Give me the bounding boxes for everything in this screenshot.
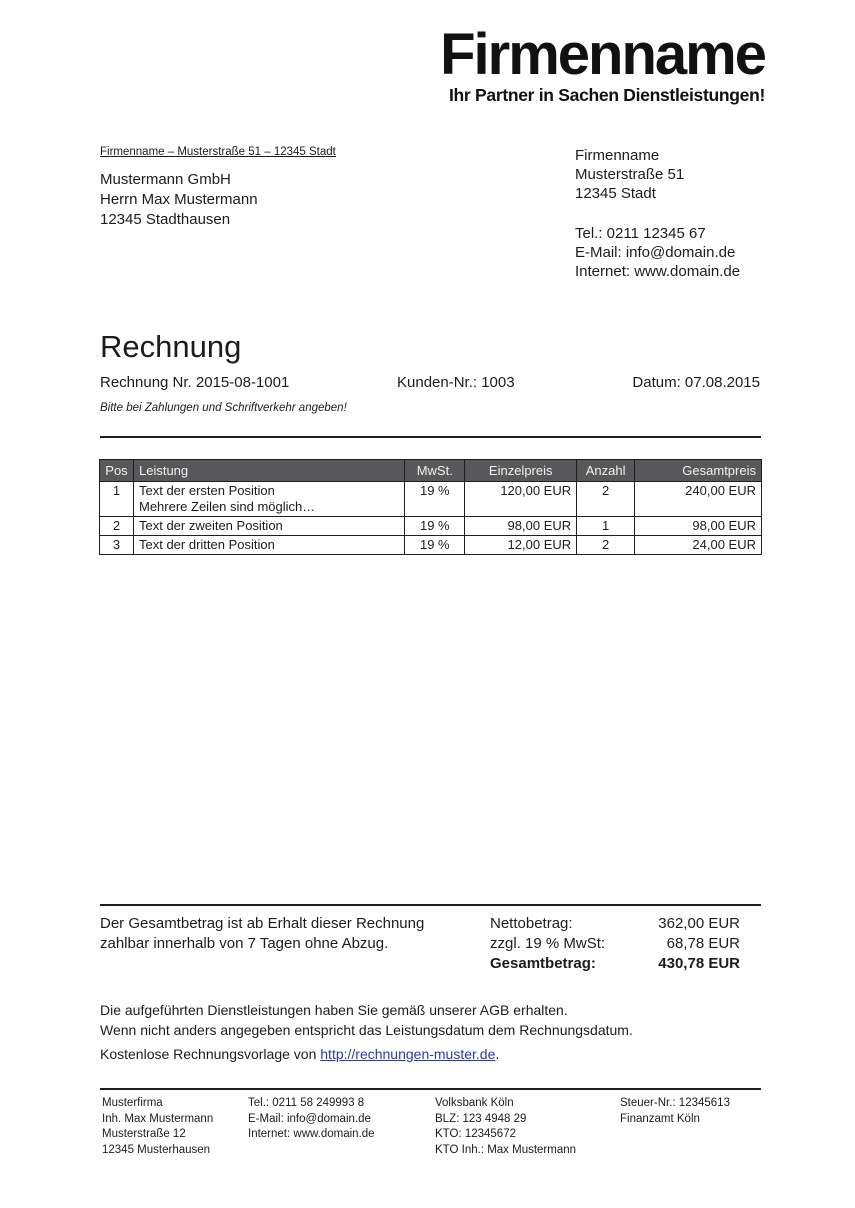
- cell-einzelpreis: 120,00 EUR: [465, 482, 577, 517]
- recipient-block: [100, 146, 575, 281]
- sender-return-line: Firmenname – Musterstraße 51 – 12345 Stadt: [100, 146, 336, 158]
- invoice-date: Datum: 07.08.2015: [632, 374, 760, 391]
- totals-box: [490, 914, 740, 974]
- vat-label: zzgl. 19 % MwSt:: [490, 935, 606, 952]
- grand-total-label: Gesamtbetrag:: [490, 955, 596, 972]
- cell-mwst: 19 %: [405, 482, 465, 517]
- company-website: Internet: www.domain.de: [575, 263, 741, 280]
- company-address-line: Firmenname: [575, 147, 660, 164]
- cell-mwst: 19 %: [405, 517, 465, 536]
- totals-section: [100, 914, 760, 974]
- net-total-value: 362,00 EUR: [658, 915, 740, 932]
- cell-pos: 3: [100, 536, 134, 555]
- cell-leistung: Text der dritten Position: [133, 536, 404, 555]
- payment-reference-note: Bitte bei Zahlungen und Schriftverkehr angeben!: [100, 402, 347, 414]
- table-row: [100, 482, 762, 517]
- cell-einzelpreis: 12,00 EUR: [465, 536, 577, 555]
- terms-section: [100, 1000, 760, 1040]
- footer-contact-column: [248, 1096, 435, 1158]
- terms-line: Die aufgeführten Dienstleistungen haben Sie gemäß unserer AGB erhalten.: [100, 1002, 568, 1018]
- company-email: E-Mail: info@domain.de: [575, 244, 736, 261]
- recipient-line: Herrn Max Mustermann: [100, 191, 258, 208]
- terms-line: Wenn nicht anders angegeben entspricht das Leistungsdatum dem Rechnungsdatum.: [100, 1022, 633, 1038]
- cell-pos: 2: [100, 517, 134, 536]
- table-row: [100, 517, 762, 536]
- invoice-meta-row: [100, 374, 760, 394]
- column-header-pos: Pos: [100, 460, 134, 482]
- logo-tagline: Ihr Partner in Sachen Dienstleistungen!: [448, 85, 765, 105]
- link-suffix-text: .: [495, 1046, 500, 1062]
- cell-einzelpreis: 98,00 EUR: [465, 517, 577, 536]
- footer-line: Inh. Max Mustermann: [102, 1112, 214, 1125]
- page-footer: [102, 1096, 762, 1158]
- leistung-line-2: Mehrere Zeilen sind möglich…: [138, 499, 316, 514]
- footer-line: KTO: 12345672: [435, 1128, 516, 1140]
- template-credit-line: [100, 1046, 499, 1062]
- cell-leistung: Text der zweiten Position: [133, 517, 404, 536]
- recipient-line: Mustermann GmbH: [100, 171, 231, 188]
- footer-line: BLZ: 123 4948 29: [435, 1112, 527, 1125]
- link-prefix-text: Kostenlose Rechnungsvorlage von: [100, 1046, 321, 1062]
- net-total-label: Nettobetrag:: [490, 915, 573, 932]
- divider-above-totals: [100, 904, 761, 906]
- address-section: [100, 146, 765, 281]
- cell-anzahl: 1: [577, 517, 635, 536]
- footer-line: Musterstraße 12: [102, 1128, 186, 1140]
- column-header-gesamtpreis: Gesamtpreis: [635, 460, 762, 482]
- footer-line: E-Mail: info@domain.de: [248, 1112, 371, 1125]
- cell-gesamtpreis: 240,00 EUR: [635, 482, 762, 517]
- footer-line: Internet: www.domain.de: [248, 1128, 375, 1140]
- cell-gesamtpreis: 24,00 EUR: [635, 536, 762, 555]
- cell-pos: 1: [100, 482, 134, 517]
- footer-line: KTO Inh.: Max Mustermann: [435, 1143, 577, 1156]
- payment-terms-line: zahlbar innerhalb von 7 Tagen ohne Abzug.: [100, 935, 389, 952]
- column-header-mwst: MwSt.: [405, 460, 465, 482]
- table-header-row: [100, 460, 762, 482]
- footer-company-column: [102, 1096, 248, 1158]
- template-link[interactable]: http://rechnungen-muster.de: [320, 1046, 496, 1062]
- column-header-leistung: Leistung: [133, 460, 404, 482]
- table-row: [100, 536, 762, 555]
- cell-mwst: 19 %: [405, 536, 465, 555]
- cell-gesamtpreis: 98,00 EUR: [635, 517, 762, 536]
- recipient-line: 12345 Stadthausen: [100, 211, 231, 228]
- company-contact-block: [575, 224, 765, 281]
- footer-line: 12345 Musterhausen: [102, 1143, 211, 1156]
- company-address-line: Musterstraße 51: [575, 166, 685, 183]
- invoice-number: Rechnung Nr. 2015-08-1001: [100, 374, 290, 391]
- footer-line: Volksbank Köln: [435, 1097, 514, 1109]
- footer-line: Tel.: 0211 58 249993 8: [248, 1097, 365, 1109]
- divider-above-table: [100, 436, 761, 438]
- logo-company-name: Firmenname: [440, 22, 765, 87]
- grand-total-value: 430,78 EUR: [658, 955, 740, 972]
- column-header-anzahl: Anzahl: [577, 460, 635, 482]
- customer-number: Kunden-Nr.: 1003: [397, 374, 515, 391]
- footer-line: Musterfirma: [102, 1097, 163, 1109]
- page-title: Rechnung: [100, 328, 242, 364]
- vat-row: [490, 934, 740, 954]
- footer-line: Steuer-Nr.: 12345613: [620, 1097, 730, 1109]
- grand-total-row: [490, 954, 740, 974]
- leistung-line-1: Text der ersten Position: [138, 483, 275, 498]
- company-address-block: [575, 146, 765, 281]
- payment-terms-line: Der Gesamtbetrag ist ab Erhalt dieser Rechnung: [100, 915, 425, 932]
- company-address-line: 12345 Stadt: [575, 185, 656, 202]
- footer-line: Finanzamt Köln: [620, 1112, 700, 1125]
- footer-tax-column: [620, 1096, 760, 1158]
- column-header-einzelpreis: Einzelpreis: [465, 460, 577, 482]
- cell-anzahl: 2: [577, 482, 635, 517]
- recipient-address: [100, 170, 575, 230]
- divider-above-footer: [100, 1088, 761, 1090]
- footer-bank-column: [435, 1096, 620, 1158]
- company-phone: Tel.: 0211 12345 67: [575, 225, 706, 242]
- net-total-row: [490, 914, 740, 934]
- payment-terms-note: [100, 914, 490, 974]
- vat-value: 68,78 EUR: [666, 935, 740, 952]
- company-logo: [440, 22, 765, 106]
- cell-anzahl: 2: [577, 536, 635, 555]
- line-items-table: [99, 459, 762, 555]
- cell-leistung: [133, 482, 404, 517]
